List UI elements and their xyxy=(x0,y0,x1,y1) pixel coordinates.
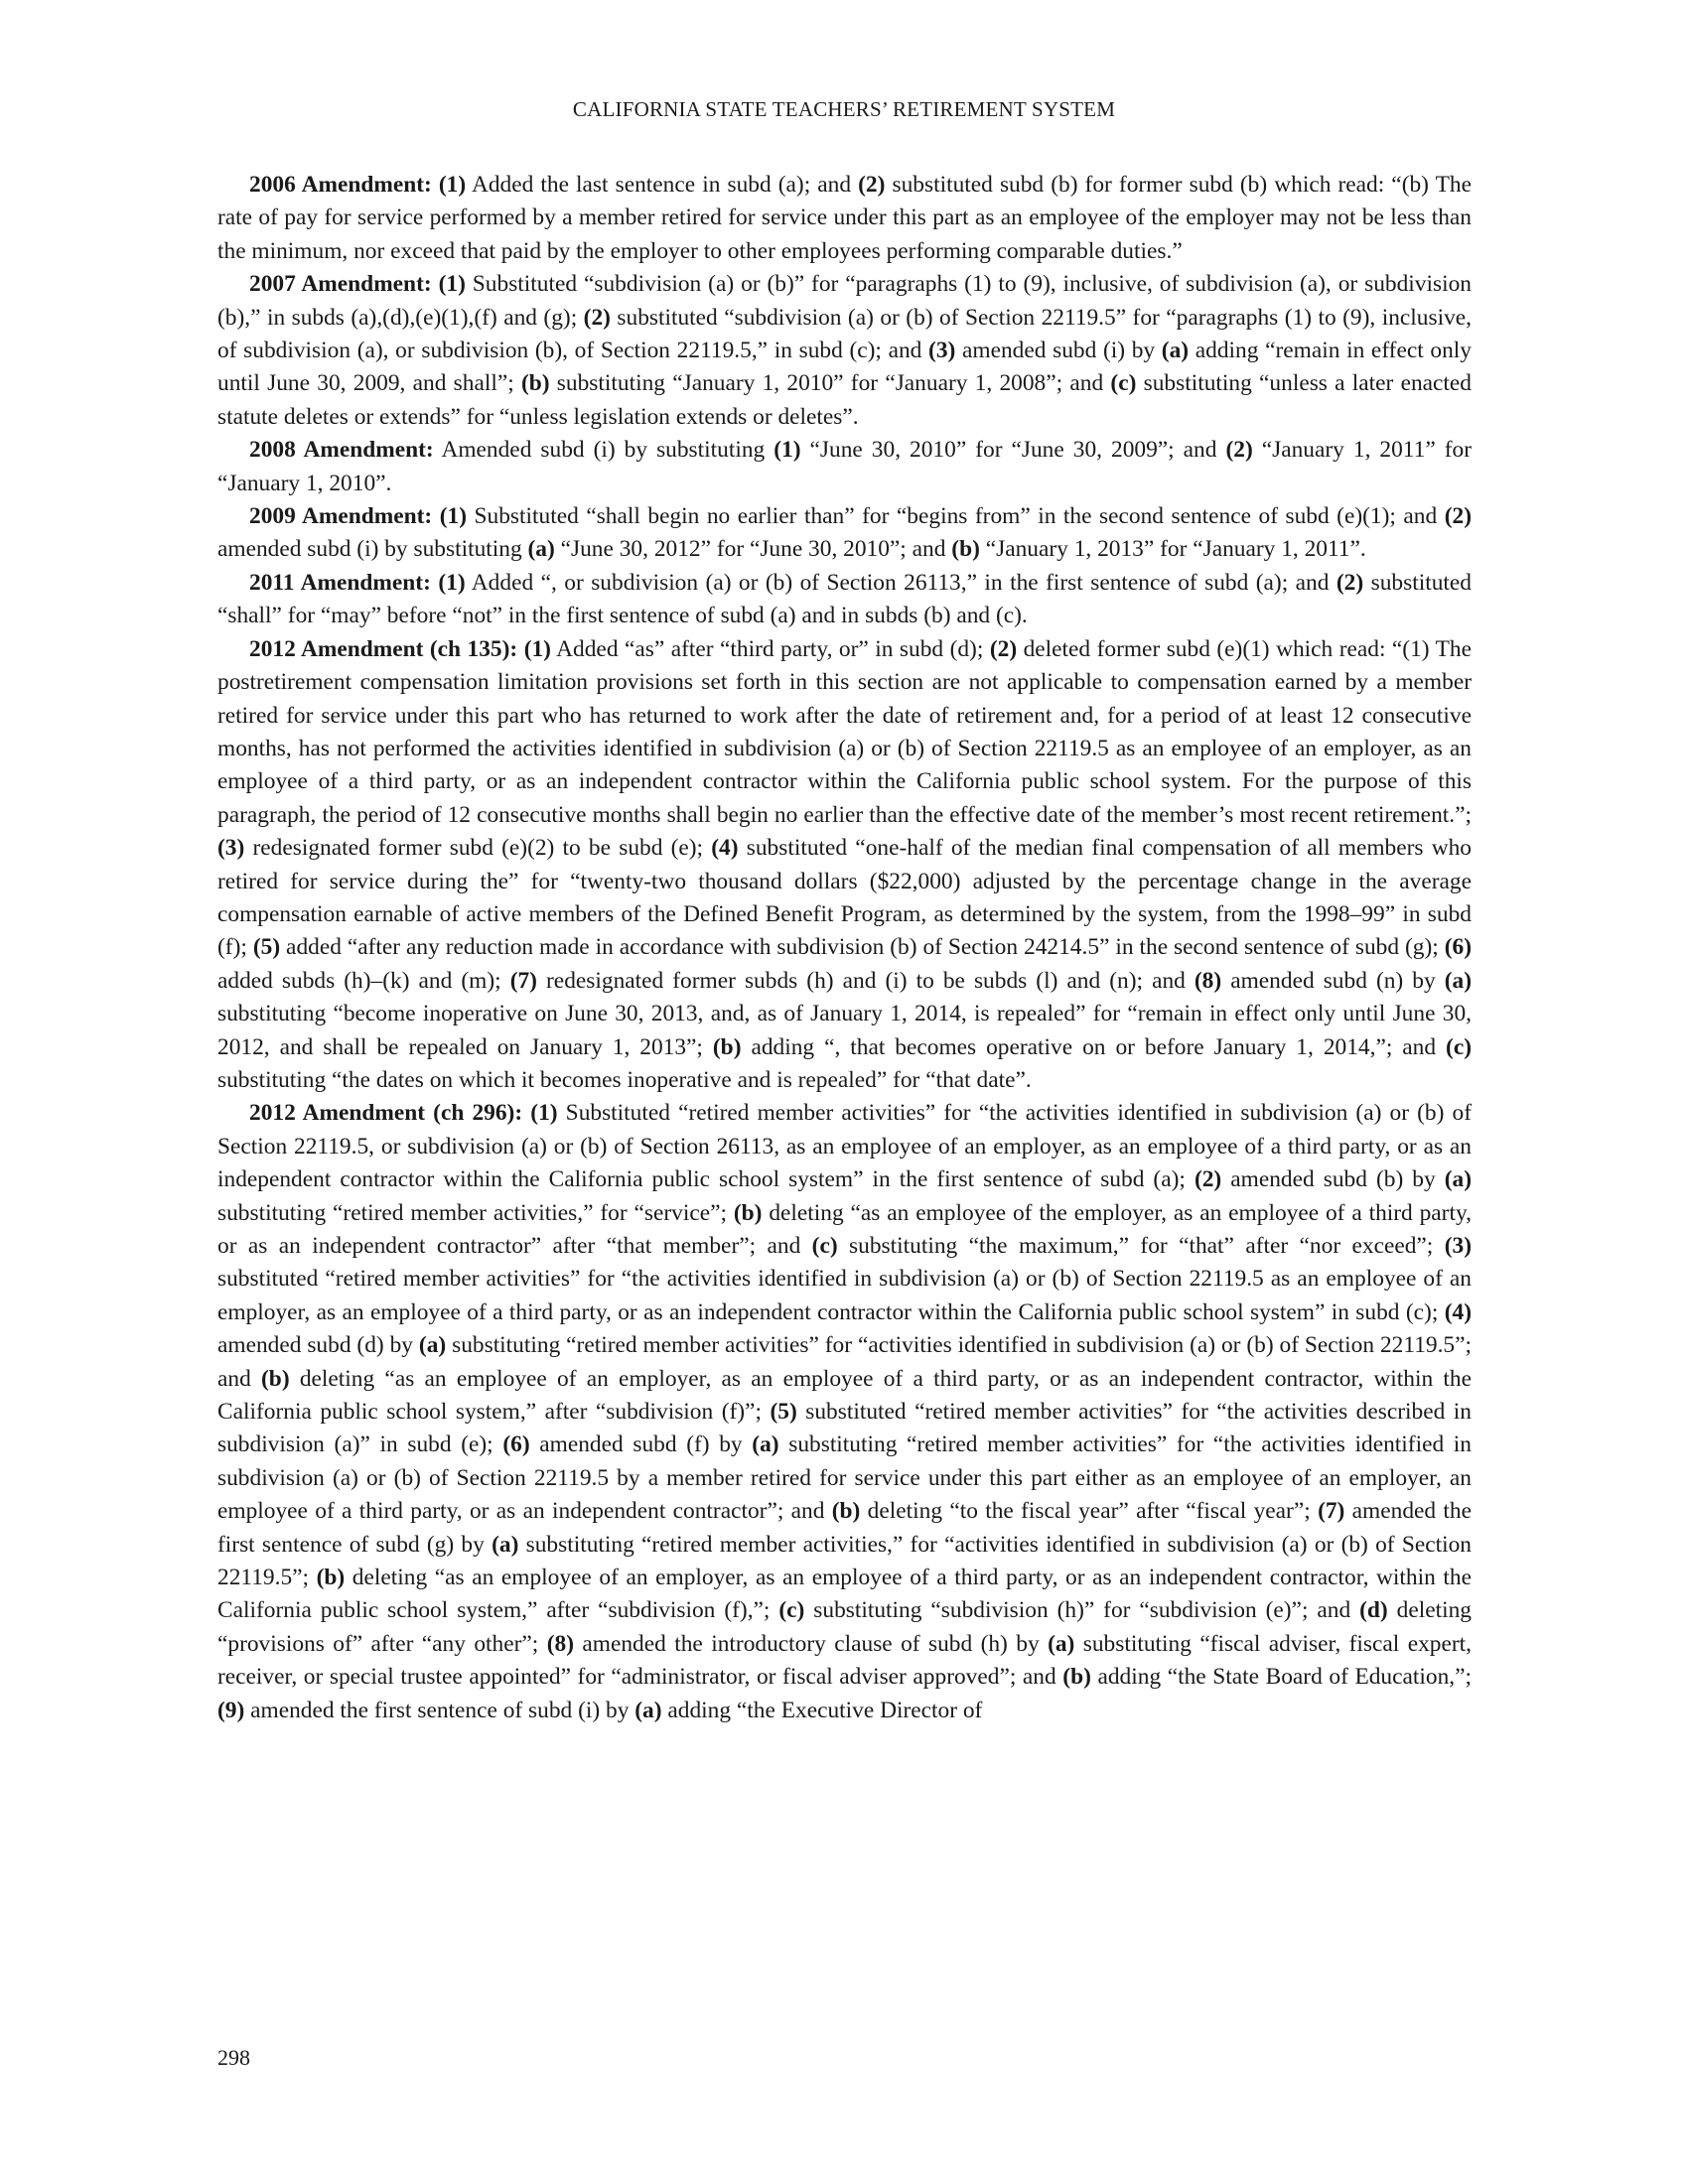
bold-label: (7) xyxy=(1318,1498,1345,1525)
bold-label: (c) xyxy=(1446,1033,1472,1060)
bold-label: (1) xyxy=(439,503,468,530)
bold-label: (8) xyxy=(1194,967,1222,994)
text-run: substituting “retired member activities” for “activities identified in subdivision (a) or (b) of Section 22119.5”; and xyxy=(217,1332,1473,1392)
bold-label: (a) xyxy=(527,536,555,563)
text-run: amended subd (i) by xyxy=(955,338,1162,364)
bold-label: (1) xyxy=(438,569,466,596)
bold-label: 2012 Amendment (ch 296): xyxy=(249,1100,523,1127)
text-run: amended subd (n) by xyxy=(1221,967,1445,994)
bold-label: (d) xyxy=(1359,1597,1388,1624)
text-run: amended subd (i) by substituting xyxy=(217,536,528,563)
text-run: substituting “the maximum,” for “that” after “nor exceed”; xyxy=(837,1233,1445,1259)
text-run: adding “remain in effect only until June 30, 2009, and shall”; xyxy=(217,338,1472,397)
bold-label: (b) xyxy=(831,1498,861,1525)
bold-label: (4) xyxy=(1444,1298,1472,1325)
bold-label: 2006 Amendment: xyxy=(249,172,432,198)
bold-label: (a) xyxy=(1048,1630,1075,1657)
bold-label: (b) xyxy=(316,1565,346,1591)
text-run: redesignated former subds (h) and (i) to be subds (l) and (n); and xyxy=(536,967,1195,994)
text-run: “January 1, 2013” for “January 1, 2011”. xyxy=(979,536,1366,563)
bold-label: (c) xyxy=(811,1233,838,1259)
text-run: substituting “January 1, 2010” for “January 1, 2008”; and xyxy=(549,370,1111,397)
amendment-paragraph-2006 xyxy=(217,169,1472,268)
text-run: substituted “retired member activities” for “the activities described in subdivision (a)” in subd (e); xyxy=(217,1399,1472,1458)
bold-label: (b) xyxy=(520,370,550,397)
bold-label: (2) xyxy=(1336,569,1364,596)
amendment-paragraph-2007 xyxy=(217,268,1472,434)
text-run: amended the first sentence of subd (i) by xyxy=(244,1697,635,1723)
text-run: deleting “as an employee of an employer, as an employee of a third party, or as an independent contractor, within the California public school system,” after “subdivision (f),”; xyxy=(217,1565,1472,1624)
bold-label: (c) xyxy=(778,1597,805,1624)
text-run: added “after any reduction made in accordance with subdivision (b) of Section 24214.5” in the second sentence of subd (g); xyxy=(280,934,1445,961)
bold-label: 2012 Amendment (ch 135): xyxy=(249,635,518,662)
bold-label: (a) xyxy=(752,1432,779,1458)
running-head: CALIFORNIA STATE TEACHERS’ RETIREMENT SYSTEM xyxy=(572,97,1116,121)
text-run xyxy=(432,503,440,529)
text-run: substituting “the dates on which it becomes inoperative and is repealed” for “that date”. xyxy=(217,1066,1032,1093)
text-run: substituting “retired member activities” for “the activities identified in subdivision (a) or (b) of Section 22119.5 by a member retired for service under this part either as an employee of an employer, an employee of a third party, or as an independent contractor”; and xyxy=(217,1432,1472,1525)
text-run: “January 1, 2011” for “January 1, 2010”. xyxy=(217,437,1472,496)
text-run: substituted “one-half of the median final compensation of all members who retired for service during the” for “twenty-two thousand dollars ($22,000) adjusted by the percentage change in the average compensation earnable of active members of the Defined Benefit Program, as determined by the system, from the 1998–99” in subd (f); xyxy=(217,835,1472,961)
bold-label: (a) xyxy=(634,1697,662,1723)
bold-label: (1) xyxy=(774,437,801,464)
bold-label: (1) xyxy=(438,172,467,198)
text-run: amended subd (f) by xyxy=(529,1432,753,1458)
amendment-history-body xyxy=(217,169,1472,1727)
bold-label: (a) xyxy=(492,1531,519,1558)
bold-label: (a) xyxy=(1161,338,1190,364)
amendment-paragraph-2012-ch296 xyxy=(217,1097,1472,1727)
bold-label: (2) xyxy=(989,635,1018,662)
text-run: Amended subd (i) by substituting xyxy=(433,437,774,464)
text-run: substituting “unless a later enacted statute deletes or extends” for “unless legislation extends or deletes”. xyxy=(217,370,1472,430)
bold-label: (a) xyxy=(1444,1166,1472,1193)
text-run: amended the first sentence of subd (g) by xyxy=(217,1498,1472,1558)
text-run: Substituted “subdivision (a) or (b)” for “paragraphs (1) to (9), inclusive, of subdivision (a), or subdivision (b),” in subds (a),(d),(e)(1),(f) and (g); xyxy=(217,271,1472,331)
text-run: redesignated former subd (e)(2) to be subd (e); xyxy=(244,835,712,862)
amendment-paragraph-2012-ch135 xyxy=(217,633,1472,1098)
text-run: substituted “shall” for “may” before “not” in the first sentence of subd (a) and in subds (b) and (c). xyxy=(217,569,1472,629)
amendment-paragraph-2008 xyxy=(217,434,1472,500)
text-run: Added “as” after “third party, or” in subd (d); xyxy=(550,635,990,662)
text-run: deleted former subd (e)(1) which read: “(1) The postretirement compensation limitation provisions set forth in this section are not applicable to compensation earned by a member retired for service under this part who has returned to work after the date of retirement and, for a period of at least 12 consecutive months, has not performed the activities identified in subdivision (a) or (b) of Section 22119.5 as an employee of an employer, as an employee of a third party, or as an independent contractor within the California public school system. For the purpose of this paragraph, the period of 12 consecutive months shall begin no earlier than the effective date of the member’s most recent retirement.”; xyxy=(217,635,1472,828)
bold-label: (1) xyxy=(438,271,466,298)
bold-label: (2) xyxy=(858,172,886,198)
bold-label: (5) xyxy=(770,1399,797,1426)
text-run: Substituted “retired member activities” for “the activities identified in subdivision (a) or (b) of Section 22119.5, or subdivision (a) or (b) of Section 26113, as an employee of an employer, as an employee of a third party, or as an independent contractor within the California public school system” in the first sentence of subd (a); xyxy=(217,1100,1472,1193)
text-run: substituted “subdivision (a) or (b) of Section 22119.5” for “paragraphs (1) to (9), inclusive, of subdivision (a), or subdivision (b), of Section 22119.5,” in subd (c); and xyxy=(217,304,1472,364)
text-run: amended the introductory clause of subd (h) by xyxy=(573,1630,1049,1657)
text-run: deleting “as an employee of an employer, as an employee of a third party, or as an independent contractor, within the California public school system,” after “subdivision (f)”; xyxy=(217,1365,1472,1426)
text-run xyxy=(432,271,439,297)
bold-label: 2007 Amendment: xyxy=(249,271,432,298)
bold-label: (b) xyxy=(261,1365,290,1392)
text-run: “June 30, 2010” for “June 30, 2009”; and xyxy=(800,437,1226,464)
amendment-paragraph-2011 xyxy=(217,567,1472,633)
text-run: substituting “retired member activities,” for “service”; xyxy=(217,1199,734,1226)
bold-label: 2008 Amendment: xyxy=(249,437,434,464)
bold-label: (6) xyxy=(1444,934,1472,961)
bold-label: (2) xyxy=(1194,1166,1222,1193)
text-run: adding “, that becomes operative on or before January 1, 2014,”; and xyxy=(741,1033,1447,1060)
bold-label: (9) xyxy=(217,1697,245,1723)
bold-label: (2) xyxy=(1444,503,1472,530)
bold-label: (4) xyxy=(711,835,739,862)
text-run: Added “, or subdivision (a) or (b) of Section 26113,” in the first sentence of subd (a); and xyxy=(465,569,1336,596)
bold-label: (3) xyxy=(928,338,956,364)
bold-label: (b) xyxy=(712,1033,742,1060)
text-run: Substituted “shall begin no earlier than” for “begins from” in the second sentence of subd (e)(1); and xyxy=(467,503,1445,530)
text-run: substituting “subdivision (h)” for “subdivision (e)”; and xyxy=(804,1597,1360,1624)
bold-label: (a) xyxy=(1444,967,1472,994)
bold-label: (c) xyxy=(1110,370,1137,397)
bold-label: (7) xyxy=(509,967,537,994)
bold-label: (3) xyxy=(217,835,245,862)
text-run: adding “the State Board of Education,”; xyxy=(1090,1664,1472,1691)
bold-label: 2009 Amendment: xyxy=(249,503,433,530)
text-run: substituted subd (b) for former subd (b) which read: “(b) The rate of pay for service performed by a member retired for service under this part as an employee of the employer may not be less than the minimum, nor exceed that paid by the employer to other employees performing comparable duties.” xyxy=(217,172,1472,264)
amendment-paragraph-2009 xyxy=(217,500,1472,567)
text-run: substituting “retired member activities,” for “activities identified in subdivision (a) or (b) of Section 22119.5”; xyxy=(217,1531,1472,1591)
bold-label: (b) xyxy=(733,1199,763,1226)
text-run: adding “the Executive Director of xyxy=(661,1697,983,1723)
text-run: amended subd (b) by xyxy=(1221,1166,1445,1193)
text-run: amended subd (d) by xyxy=(217,1332,419,1359)
text-run: deleting “to the fiscal year” after “fiscal year”; xyxy=(860,1498,1319,1525)
bold-label: (5) xyxy=(252,934,281,961)
text-run: added subds (h)–(k) and (m); xyxy=(217,967,510,994)
bold-label: (3) xyxy=(1444,1233,1472,1259)
text-run: Added the last sentence in subd (a); and xyxy=(466,172,859,198)
bold-label: (1) xyxy=(523,635,551,662)
bold-label: (1) xyxy=(530,1100,558,1127)
text-run: substituting “fiscal adviser, fiscal expert, receiver, or special trustee appointed” for “administrator, or fiscal adviser approved”; and xyxy=(217,1630,1472,1691)
bold-label: (2) xyxy=(583,304,611,331)
bold-label: (b) xyxy=(1062,1664,1091,1691)
bold-label: 2011 Amendment: xyxy=(249,569,431,596)
text-run: “June 30, 2012” for “June 30, 2010”; and xyxy=(554,536,952,563)
page-number: 298 xyxy=(217,2045,250,2070)
text-run xyxy=(432,172,439,198)
bold-label: (a) xyxy=(418,1332,447,1359)
bold-label: (b) xyxy=(951,536,980,563)
bold-label: (2) xyxy=(1225,437,1253,464)
text-run: deleting “provisions of” after “any other”; xyxy=(217,1597,1472,1657)
bold-label: (6) xyxy=(502,1432,530,1458)
text-run: substituting “become inoperative on June 30, 2013, and, as of January 1, 2014, is repealed” for “remain in effect only until June 30, 2012, and shall be repealed on January 1, 2013”; xyxy=(217,1001,1472,1060)
text-run: substituted “retired member activities” for “the activities identified in subdivision (a) or (b) of Section 22119.5 as an employee of an employer, as an employee of a third party, or as an independent contractor within the California public school system” in subd (c); xyxy=(217,1266,1472,1325)
text-run: deleting “as an employee of the employer, as an employee of a third party, or as an independent contractor” after “that member”; and xyxy=(217,1199,1472,1259)
bold-label: (8) xyxy=(546,1630,574,1657)
